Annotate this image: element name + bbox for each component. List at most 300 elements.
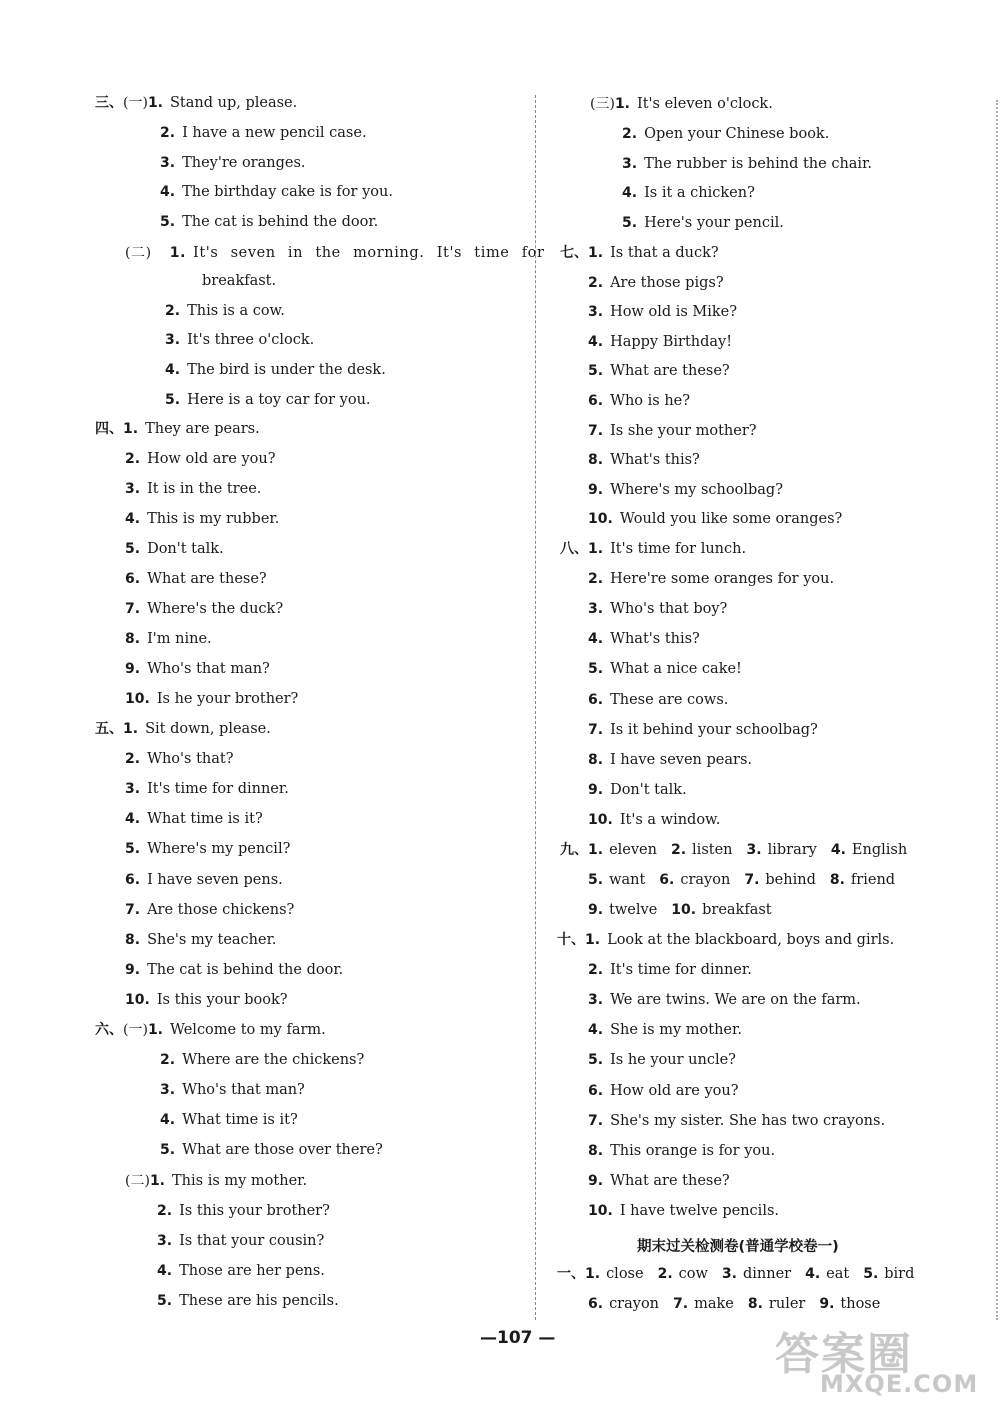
answer-line bbox=[588, 1020, 742, 1040]
item-number: 6. bbox=[588, 1296, 604, 1312]
answer-line bbox=[557, 1264, 928, 1284]
answer-line bbox=[588, 599, 727, 619]
item-number: 5. bbox=[160, 1142, 176, 1158]
answer-line bbox=[165, 301, 285, 321]
item-number: 2. bbox=[157, 1203, 173, 1219]
answer-text: It's eleven o'clock. bbox=[637, 96, 773, 112]
item-number: 4. bbox=[588, 1022, 604, 1039]
inline-answer bbox=[671, 900, 771, 920]
item-number: 1. bbox=[588, 245, 604, 261]
answer-line bbox=[160, 1050, 364, 1070]
section-label: 一、 bbox=[557, 1266, 585, 1282]
item-number: 3. bbox=[125, 481, 141, 497]
item-number: 5. bbox=[588, 363, 604, 380]
item-number: 9. bbox=[588, 781, 604, 798]
item-number: 9. bbox=[588, 481, 604, 498]
section-label: 十、 bbox=[557, 932, 585, 948]
answer-text: Is that your cousin? bbox=[179, 1233, 325, 1249]
item-number: 10. bbox=[125, 991, 150, 1008]
answer-line bbox=[160, 212, 378, 232]
answer-text: Where's my pencil? bbox=[147, 841, 291, 858]
answer-text: It's time for dinner. bbox=[610, 962, 752, 979]
item-number: 7. bbox=[125, 901, 141, 918]
item-number: 4. bbox=[160, 1112, 176, 1128]
answer-text: It's time for dinner. bbox=[147, 781, 289, 798]
answer-line bbox=[125, 599, 283, 619]
answer-text: Is he your uncle? bbox=[610, 1052, 736, 1069]
item-number: 8. bbox=[588, 1142, 604, 1159]
item-number: 7. bbox=[125, 601, 141, 617]
answer-line bbox=[95, 93, 297, 113]
answer-line bbox=[588, 960, 752, 980]
group-label: (一) bbox=[123, 95, 148, 111]
answer-line bbox=[588, 780, 687, 800]
answer-text: What's this? bbox=[610, 452, 700, 469]
answer-text: Where's my schoolbag? bbox=[610, 481, 783, 498]
answer-text: Don't talk. bbox=[147, 541, 224, 557]
answer-text: She is my mother. bbox=[610, 1022, 742, 1039]
inline-answer bbox=[722, 1264, 791, 1284]
item-number: 1. bbox=[149, 1173, 165, 1189]
item-number: 3. bbox=[157, 1233, 173, 1249]
inline-answer bbox=[744, 870, 816, 890]
inline-answer bbox=[585, 1264, 644, 1284]
inline-answer bbox=[863, 1264, 914, 1284]
answer-line bbox=[125, 779, 289, 799]
item-number: 10. bbox=[671, 902, 697, 918]
answer-text: Is he your brother? bbox=[156, 691, 299, 707]
answer-text: It's three o'clock. bbox=[187, 332, 315, 348]
answer-line bbox=[160, 153, 306, 173]
answer-line bbox=[157, 1231, 324, 1251]
item-number: 2. bbox=[588, 274, 604, 291]
item-number: 2. bbox=[165, 303, 181, 319]
answer-line bbox=[125, 900, 294, 920]
item-number: 3. bbox=[588, 601, 604, 618]
answer-text: twelve bbox=[609, 902, 658, 918]
answer-text: What are these? bbox=[610, 363, 730, 380]
answer-text: How old is Mike? bbox=[610, 304, 738, 321]
answer-text: Is it behind your schoolbag? bbox=[610, 721, 818, 738]
group-label: (三) bbox=[590, 96, 615, 112]
answer-text: Sit down, please. bbox=[145, 721, 271, 737]
item-number: 9. bbox=[588, 902, 604, 918]
item-number: 8. bbox=[747, 1296, 763, 1312]
item-number: 4. bbox=[830, 842, 846, 858]
answer-line bbox=[125, 749, 233, 769]
inline-answer bbox=[588, 840, 657, 860]
inline-answer bbox=[673, 1294, 734, 1314]
inline-answer bbox=[747, 840, 817, 860]
answer-line bbox=[588, 990, 861, 1010]
answer-text: How old are you? bbox=[610, 1082, 739, 1099]
answer-text: Stand up, please. bbox=[170, 95, 298, 111]
answer-line bbox=[125, 809, 263, 829]
item-number: 7. bbox=[744, 872, 760, 888]
answer-line bbox=[588, 1050, 736, 1070]
answer-line bbox=[125, 449, 276, 469]
answer-text: I have seven pears. bbox=[610, 751, 752, 768]
item-number: 4. bbox=[125, 511, 141, 527]
item-number: 2. bbox=[125, 451, 141, 467]
answer-line bbox=[588, 332, 732, 352]
page-edge bbox=[996, 100, 998, 1320]
section-label: 八、 bbox=[560, 541, 588, 557]
answer-text: ruler bbox=[768, 1296, 806, 1312]
answer-text: breakfast bbox=[702, 902, 772, 918]
answer-line bbox=[160, 1110, 298, 1130]
inline-answer bbox=[748, 1294, 805, 1314]
item-number: 9. bbox=[125, 961, 141, 978]
answer-text: It's seven in the morning. It's time for bbox=[193, 245, 545, 261]
answer-text: crayon bbox=[609, 1296, 660, 1312]
item-number: 6. bbox=[125, 571, 141, 587]
answer-text: Here's your pencil. bbox=[644, 215, 784, 232]
answer-text: friend bbox=[850, 872, 896, 888]
answer-line bbox=[125, 960, 343, 980]
answer-text: What are those over there? bbox=[182, 1142, 383, 1158]
answer-text: close bbox=[606, 1266, 644, 1282]
watermark bbox=[775, 1318, 979, 1398]
answer-line bbox=[588, 1141, 775, 1161]
answer-text: Is she your mother? bbox=[610, 422, 757, 439]
item-number: 5. bbox=[125, 841, 141, 858]
inline-answer bbox=[658, 1264, 708, 1284]
answer-line bbox=[588, 1111, 885, 1131]
answer-line bbox=[622, 213, 784, 233]
answer-line bbox=[125, 659, 270, 679]
column-divider bbox=[535, 95, 536, 1320]
item-number: 2. bbox=[588, 571, 604, 588]
answer-text: It's time for lunch. bbox=[610, 541, 747, 557]
item-number: 6. bbox=[588, 691, 604, 708]
answer-text: This orange is for you. bbox=[610, 1142, 776, 1159]
answer-text: breakfast. bbox=[202, 273, 277, 289]
answer-line bbox=[588, 870, 909, 890]
answer-line bbox=[160, 123, 367, 143]
answer-text: The cat is behind the door. bbox=[182, 214, 379, 231]
item-number: 5. bbox=[588, 661, 604, 678]
inline-answer bbox=[671, 840, 733, 860]
item-number: 10. bbox=[588, 811, 613, 828]
item-number: 3. bbox=[622, 155, 638, 172]
item-number: 8. bbox=[588, 751, 604, 768]
item-number: 1. bbox=[147, 1022, 163, 1038]
answer-line bbox=[157, 1201, 330, 1221]
answer-line bbox=[588, 750, 752, 770]
item-number: 5. bbox=[125, 541, 141, 557]
answer-line bbox=[125, 990, 288, 1010]
item-number: 2. bbox=[160, 124, 176, 141]
answer-text: The rubber is behind the chair. bbox=[644, 155, 873, 172]
answer-text: Happy Birthday! bbox=[610, 333, 733, 350]
answer-line bbox=[588, 629, 700, 649]
item-number: 3. bbox=[160, 1082, 176, 1098]
answer-text: They're oranges. bbox=[182, 154, 306, 171]
answer-line bbox=[622, 124, 829, 144]
item-number: 8. bbox=[588, 452, 604, 469]
answer-line bbox=[588, 480, 783, 500]
answer-text: I'm nine. bbox=[147, 631, 212, 647]
item-number: 9. bbox=[588, 1172, 604, 1189]
item-number: 4. bbox=[160, 184, 176, 201]
answer-text: Who's that? bbox=[147, 751, 234, 768]
answer-text: cow bbox=[678, 1266, 708, 1282]
answer-line bbox=[95, 719, 271, 739]
item-number: 8. bbox=[125, 631, 141, 647]
inline-answer bbox=[588, 870, 645, 890]
answer-line bbox=[588, 450, 700, 470]
answer-text: What's this? bbox=[610, 631, 700, 648]
answer-text: What are these? bbox=[610, 1172, 730, 1189]
item-number: 1. bbox=[123, 721, 139, 737]
answer-text: Is this your book? bbox=[156, 991, 288, 1008]
answer-text: Are those pigs? bbox=[610, 274, 724, 291]
item-number: 1. bbox=[585, 932, 601, 948]
item-number: 10. bbox=[588, 1202, 613, 1219]
answer-text: Don't talk. bbox=[610, 781, 687, 798]
answer-line bbox=[588, 1171, 730, 1191]
item-number: 6. bbox=[659, 872, 675, 888]
section-label: 四、 bbox=[95, 421, 123, 437]
answer-line bbox=[125, 569, 267, 589]
item-number: 1. bbox=[169, 245, 186, 261]
answer-text: eat bbox=[826, 1266, 850, 1282]
item-number: 3. bbox=[125, 781, 141, 798]
answer-line bbox=[557, 930, 894, 950]
item-number: 1. bbox=[123, 421, 139, 437]
answer-line bbox=[588, 273, 724, 293]
answer-text: What are these? bbox=[147, 571, 267, 587]
answer-text: It is in the tree. bbox=[147, 481, 262, 497]
section-label: 七、 bbox=[560, 245, 588, 261]
answer-text: crayon bbox=[680, 872, 731, 888]
answer-text: Is that a duck? bbox=[610, 245, 719, 261]
answer-text: Where's the duck? bbox=[147, 601, 284, 617]
inline-answer bbox=[588, 1294, 659, 1314]
answer-text: This is my rubber. bbox=[147, 511, 280, 527]
answer-text: Is this your brother? bbox=[179, 1203, 330, 1219]
item-number: 8. bbox=[829, 872, 845, 888]
section-label: 九、 bbox=[560, 842, 588, 858]
group-label: (一) bbox=[123, 1022, 148, 1038]
item-number: 3. bbox=[588, 304, 604, 321]
answer-text: Look at the blackboard, boys and girls. bbox=[607, 932, 895, 948]
answer-text: Who's that boy? bbox=[610, 601, 728, 618]
answer-text: those bbox=[840, 1296, 881, 1312]
answer-text: The birthday cake is for you. bbox=[182, 184, 393, 201]
item-number: 7. bbox=[673, 1296, 689, 1312]
answer-text: Those are her pens. bbox=[179, 1263, 325, 1279]
answer-line bbox=[622, 183, 755, 203]
answer-line bbox=[160, 182, 393, 202]
page-number: —107 — bbox=[480, 1328, 556, 1348]
answer-line bbox=[588, 421, 757, 441]
answer-text: Is it a chicken? bbox=[644, 185, 755, 202]
item-number: 5. bbox=[588, 872, 604, 888]
answer-line bbox=[588, 900, 786, 920]
answer-line bbox=[160, 1140, 383, 1160]
answer-line bbox=[588, 1294, 894, 1314]
answer-text: English bbox=[851, 842, 908, 858]
answer-line bbox=[588, 720, 818, 740]
answer-line bbox=[125, 509, 279, 529]
item-number: 2. bbox=[670, 842, 687, 858]
answer-text: Are those chickens? bbox=[147, 901, 295, 918]
answer-text: How old are you? bbox=[147, 451, 276, 467]
answer-line bbox=[95, 1020, 326, 1040]
answer-text: We are twins. We are on the farm. bbox=[610, 992, 861, 1009]
answer-line bbox=[588, 391, 690, 411]
item-number: 4. bbox=[125, 811, 141, 828]
answer-text: This is a cow. bbox=[187, 303, 285, 319]
answer-line bbox=[125, 629, 212, 649]
answer-text: I have seven pens. bbox=[147, 871, 283, 888]
item-number: 7. bbox=[588, 422, 604, 439]
answer-line bbox=[165, 330, 314, 350]
item-number: 3. bbox=[746, 842, 762, 858]
item-number: 3. bbox=[721, 1266, 737, 1282]
answer-line bbox=[125, 689, 298, 709]
item-number: 4. bbox=[157, 1263, 173, 1279]
answer-line bbox=[588, 1081, 739, 1101]
answer-text: I have a new pencil case. bbox=[182, 124, 367, 141]
answer-text: Who's that man? bbox=[147, 661, 270, 677]
item-number: 1. bbox=[614, 96, 630, 112]
item-number: 7. bbox=[588, 1112, 604, 1129]
inline-answer bbox=[831, 840, 907, 860]
answer-line bbox=[165, 360, 386, 380]
item-number: 2. bbox=[160, 1052, 176, 1068]
answer-line bbox=[125, 1171, 307, 1191]
answer-line bbox=[95, 419, 260, 439]
answer-text: What time is it? bbox=[182, 1112, 298, 1128]
answer-line bbox=[588, 361, 730, 381]
answer-line bbox=[560, 840, 921, 860]
answer-text: Who's that man? bbox=[182, 1082, 305, 1098]
section-label: 五、 bbox=[95, 721, 123, 737]
answer-text: The bird is under the desk. bbox=[187, 362, 386, 378]
item-number: 2. bbox=[657, 1266, 673, 1282]
item-number: 5. bbox=[588, 1052, 604, 1069]
answer-line bbox=[157, 1261, 325, 1281]
answer-text: Here is a toy car for you. bbox=[187, 392, 371, 408]
item-number: 4. bbox=[588, 631, 604, 648]
item-number: 4. bbox=[588, 333, 604, 350]
answer-line bbox=[560, 243, 719, 263]
item-number: 5. bbox=[160, 214, 176, 231]
item-number: 8. bbox=[125, 931, 141, 948]
answer-line bbox=[588, 659, 742, 679]
answer-text: Would you like some oranges? bbox=[619, 511, 843, 528]
answer-text: She's my teacher. bbox=[147, 931, 277, 948]
answer-line bbox=[588, 690, 728, 710]
item-number: 6. bbox=[588, 393, 604, 409]
answer-text: Here're some oranges for you. bbox=[610, 571, 835, 588]
answer-line bbox=[125, 243, 545, 263]
answer-line bbox=[157, 1291, 339, 1311]
item-number: 1. bbox=[588, 842, 604, 858]
item-number: 5. bbox=[157, 1293, 173, 1309]
answer-text: They are pears. bbox=[145, 421, 260, 437]
answer-text: eleven bbox=[609, 842, 657, 858]
answer-text: The cat is behind the door. bbox=[147, 961, 344, 978]
item-number: 4. bbox=[805, 1266, 821, 1282]
item-number: 1. bbox=[588, 541, 604, 557]
item-number: 5. bbox=[165, 392, 181, 408]
answer-line bbox=[588, 569, 834, 589]
inline-answer bbox=[805, 1264, 849, 1284]
item-number: 4. bbox=[165, 362, 181, 378]
item-number: 3. bbox=[165, 332, 181, 348]
answer-line bbox=[622, 154, 872, 174]
section-heading: 期末过关检测卷(普通学校卷一) bbox=[637, 1239, 839, 1255]
answer-text: library bbox=[767, 842, 817, 858]
answer-text: These are cows. bbox=[610, 691, 729, 708]
answer-line bbox=[165, 390, 371, 410]
item-number: 9. bbox=[819, 1296, 835, 1312]
item-number: 3. bbox=[588, 992, 604, 1009]
answer-line bbox=[125, 479, 261, 499]
watermark-logo: 答案圈 bbox=[775, 1329, 913, 1380]
item-number: 10. bbox=[125, 691, 150, 707]
group-label: (二) bbox=[125, 1173, 150, 1189]
answer-text: She's my sister. She has two crayons. bbox=[610, 1112, 886, 1129]
item-number: 7. bbox=[588, 721, 604, 738]
answer-line bbox=[125, 539, 224, 559]
answer-text: What time is it? bbox=[147, 811, 263, 828]
answer-text: It's a window. bbox=[619, 811, 721, 828]
item-number: 1. bbox=[585, 1266, 601, 1282]
answer-text: bird bbox=[884, 1266, 915, 1282]
item-number: 5. bbox=[863, 1266, 879, 1282]
inline-answer bbox=[588, 900, 657, 920]
item-number: 6. bbox=[588, 1082, 604, 1099]
answer-line bbox=[588, 302, 737, 322]
item-number: 2. bbox=[588, 962, 604, 979]
answer-text: listen bbox=[692, 842, 733, 858]
section-label: 三、 bbox=[95, 95, 123, 111]
answer-text: Welcome to my farm. bbox=[170, 1022, 326, 1038]
answer-text: This is my mother. bbox=[172, 1173, 308, 1189]
answer-text: dinner bbox=[742, 1266, 792, 1282]
answer-text: want bbox=[609, 872, 646, 888]
answer-text: Open your Chinese book. bbox=[644, 125, 830, 142]
answer-text: What a nice cake! bbox=[610, 661, 742, 678]
inline-answer bbox=[830, 870, 895, 890]
answer-text: These are his pencils. bbox=[179, 1293, 339, 1309]
item-number: 5. bbox=[622, 215, 638, 232]
answer-line bbox=[125, 930, 277, 950]
section-label: 六、 bbox=[95, 1022, 123, 1038]
answer-text: Where are the chickens? bbox=[182, 1052, 365, 1068]
item-number: 1. bbox=[147, 95, 163, 111]
answer-text: Who is he? bbox=[610, 393, 691, 409]
inline-answer bbox=[819, 1294, 880, 1314]
answer-text: make bbox=[694, 1296, 734, 1312]
answer-line bbox=[588, 1201, 779, 1221]
answer-line bbox=[125, 839, 290, 859]
answer-text: I have twelve pencils. bbox=[619, 1202, 780, 1219]
answer-line bbox=[588, 509, 842, 529]
answer-text: behind bbox=[765, 872, 816, 888]
item-number: 3. bbox=[160, 154, 176, 171]
answer-line bbox=[125, 870, 283, 890]
item-number: 10. bbox=[588, 511, 613, 528]
item-number: 9. bbox=[125, 661, 141, 677]
watermark-url: MXQE.COM bbox=[820, 1370, 979, 1398]
answer-line bbox=[588, 810, 720, 830]
